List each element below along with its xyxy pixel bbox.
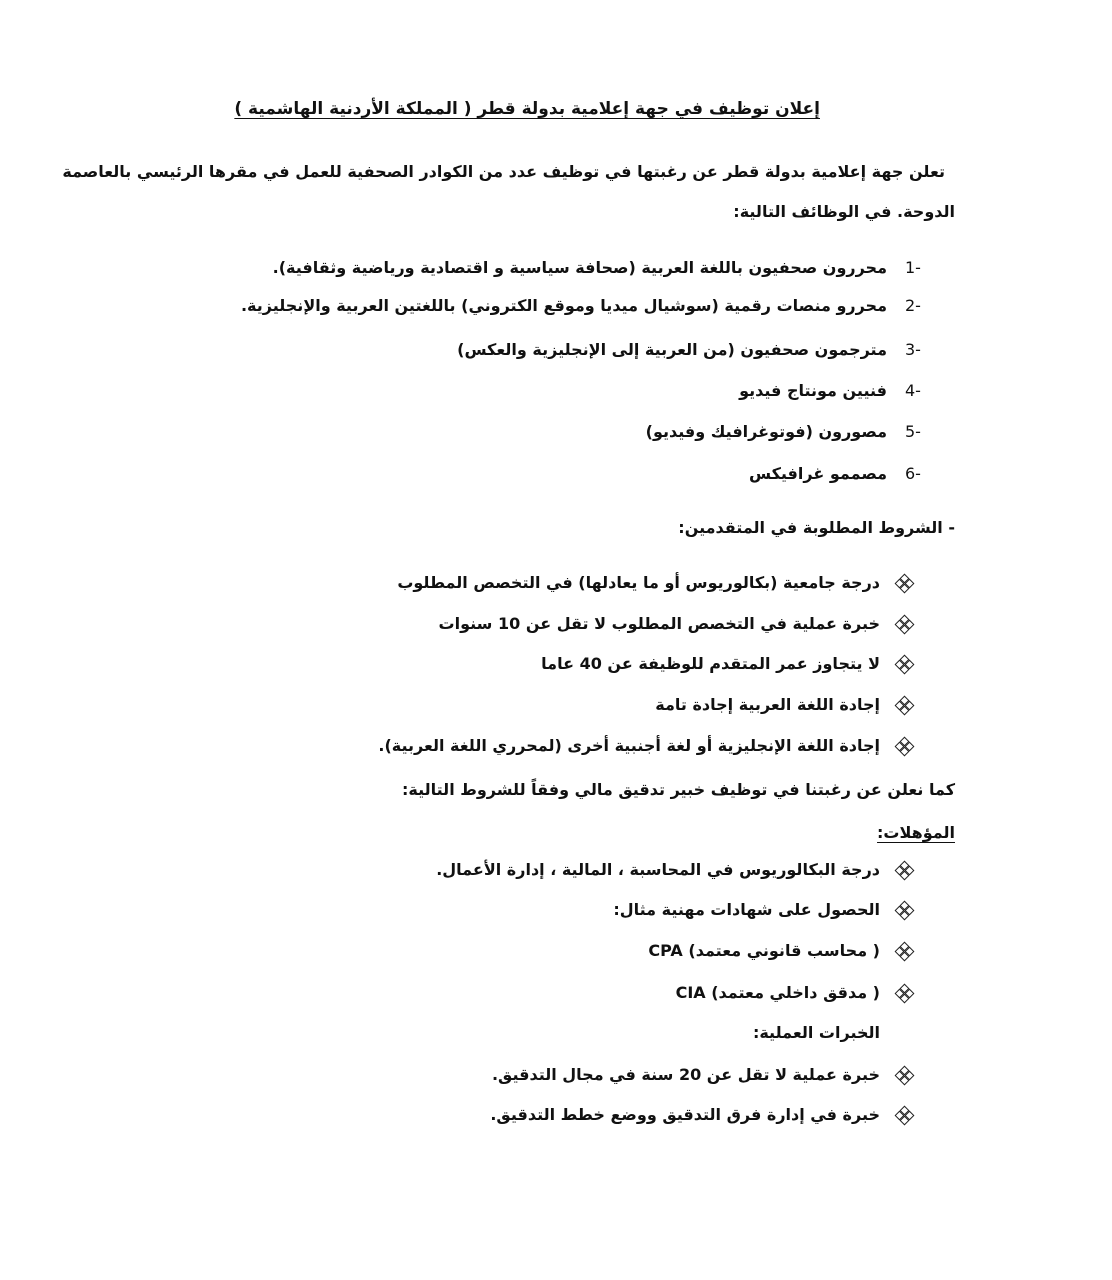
job-number: 5-	[905, 422, 921, 441]
diamond-bullet-icon	[896, 943, 912, 959]
job-number: 1-	[905, 258, 921, 277]
intro-line-2: الدوحة. في الوظائف التالية:	[733, 202, 955, 221]
job-number: 6-	[905, 464, 921, 483]
condition-item: لا يتجاوز عمر المتقدم للوظيفة عن 40 عاما	[541, 654, 880, 673]
experience-item: خبرة في إدارة فرق التدقيق ووضع خطط التدقيق.	[490, 1105, 880, 1124]
qualifications-heading: المؤهلات:	[877, 823, 955, 842]
qualification-item: درجة البكالوريوس في المحاسبة ، المالية ، إدارة الأعمال.	[436, 860, 880, 879]
intro-line-1: تعلن جهة إعلامية بدولة قطر عن رغبتها في توظيف عدد من الكوادر الصحفية للعمل في مقرها الرئيسي بالعاصمة	[62, 162, 945, 181]
diamond-bullet-icon	[896, 902, 912, 918]
qualification-item: ( محاسب قانوني معتمد) CPA	[648, 941, 880, 960]
job-number: 2-	[905, 296, 921, 315]
diamond-bullet-icon	[896, 656, 912, 672]
job-item: مصممو غرافيكس	[748, 464, 887, 483]
diamond-bullet-icon	[896, 738, 912, 754]
condition-item: إجادة اللغة الإنجليزية أو لغة أجنبية أخرى (لمحرري اللغة العربية).	[378, 736, 880, 755]
auditor-intro: كما نعلن عن رغبتنا في توظيف خبير تدقيق مالي وفقاً للشروط التالية:	[402, 780, 955, 799]
condition-item: درجة جامعية (بكالوريوس أو ما يعادلها) في التخصص المطلوب	[397, 573, 880, 592]
job-number: 3-	[905, 340, 921, 359]
condition-item: إجادة اللغة العربية إجادة تامة	[655, 695, 880, 714]
diamond-bullet-icon	[896, 985, 912, 1001]
condition-item: خبرة عملية في التخصص المطلوب لا تقل عن 10 سنوات	[438, 614, 880, 633]
experience-heading: الخبرات العملية:	[752, 1023, 880, 1042]
job-item: محررو منصات رقمية (سوشيال ميديا وموقع الكتروني) باللغتين العربية والإنجليزية.	[240, 296, 887, 315]
document-title: إعلان توظيف في جهة إعلامية بدولة قطر ( المملكة الأردنية الهاشمية )	[234, 99, 820, 119]
diamond-bullet-icon	[896, 616, 912, 632]
job-item: مترجمون صحفيون (من العربية إلى الإنجليزية والعكس)	[457, 340, 887, 359]
diamond-bullet-icon	[896, 862, 912, 878]
diamond-bullet-icon	[896, 1107, 912, 1123]
diamond-bullet-icon	[896, 1067, 912, 1083]
diamond-bullet-icon	[896, 575, 912, 591]
qualification-item: الحصول على شهادات مهنية مثال:	[613, 900, 880, 919]
job-item: فنيين مونتاج فيديو	[739, 381, 887, 400]
job-number: 4-	[905, 381, 921, 400]
conditions-heading: - الشروط المطلوبة في المتقدمين:	[678, 518, 955, 537]
job-item: محررون صحفيون باللغة العربية (صحافة سياسية و اقتصادية ورياضية وثقافية).	[272, 258, 887, 277]
diamond-bullet-icon	[896, 697, 912, 713]
job-item: مصورون (فوتوغرافيك وفيديو)	[645, 422, 887, 441]
qualification-item: ( مدقق داخلي معتمد) CIA	[675, 983, 880, 1002]
experience-item: خبرة عملية لا تقل عن 20 سنة في مجال التدقيق.	[491, 1065, 880, 1084]
